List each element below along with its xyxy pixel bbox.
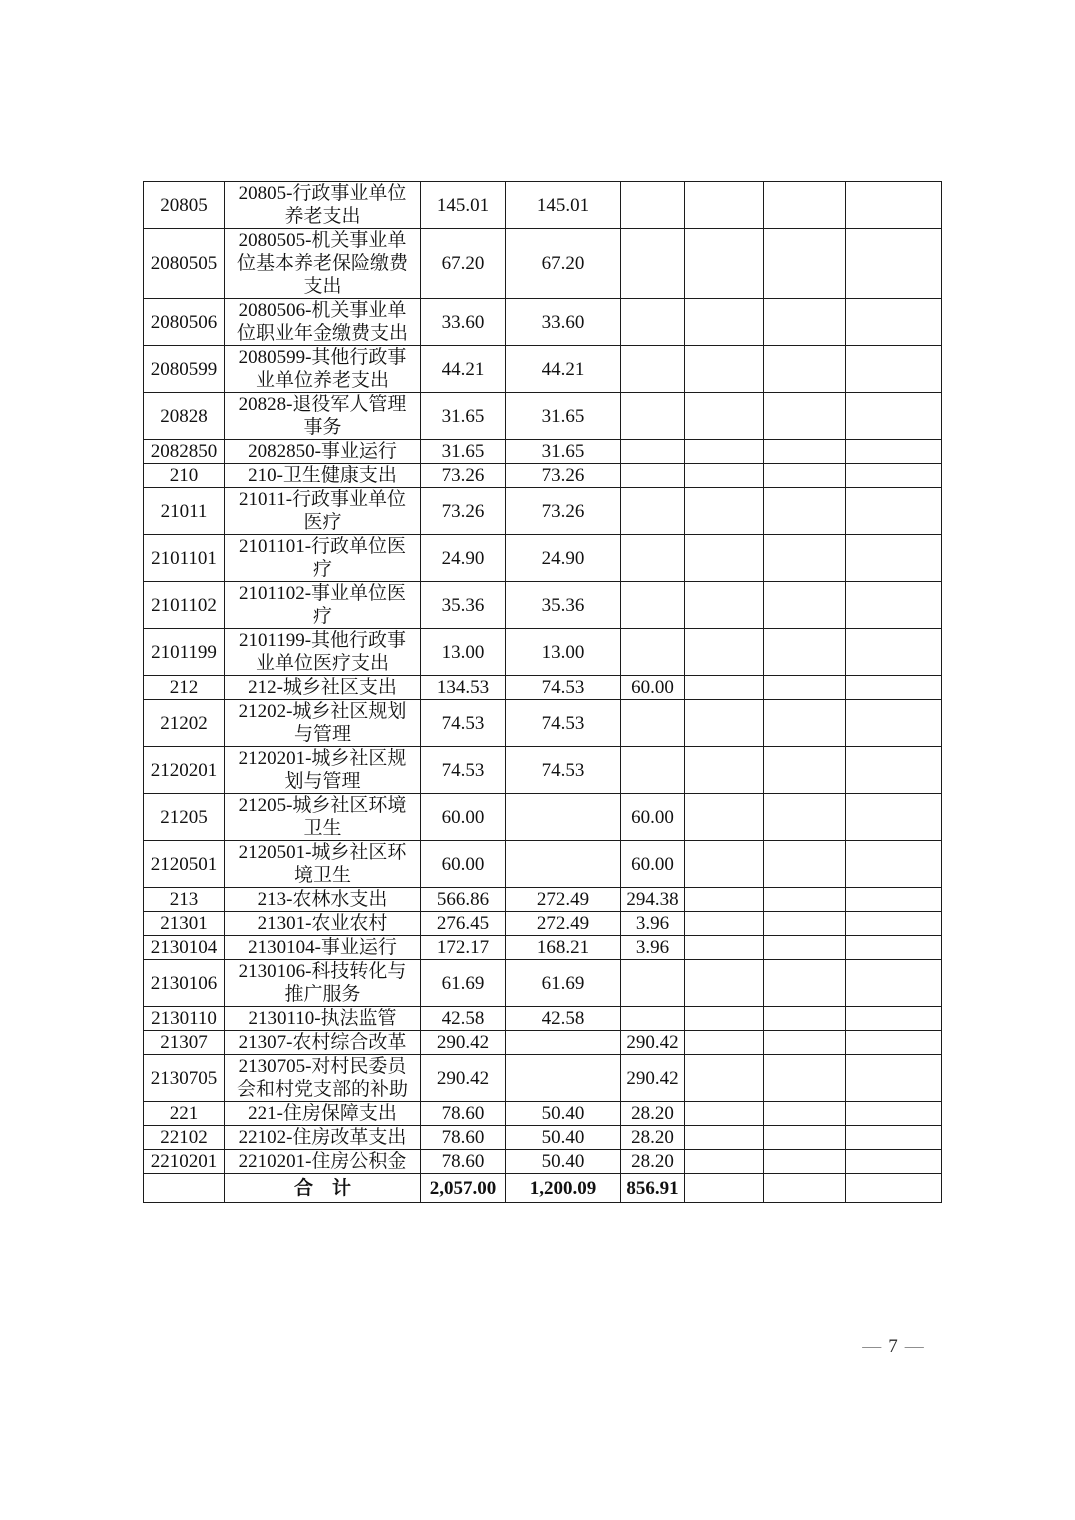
- empty-cell: [846, 700, 942, 747]
- value-cell-total: 61.69: [421, 960, 506, 1007]
- empty-cell: [846, 1102, 942, 1126]
- value-cell-b: [621, 440, 685, 464]
- value-cell-a: 74.53: [506, 747, 621, 794]
- empty-cell: [764, 629, 846, 676]
- name-cell: 21202-城乡社区规划与管理: [225, 700, 421, 747]
- code-cell: 2130705: [144, 1055, 225, 1102]
- empty-cell: [846, 464, 942, 488]
- value-cell-total: 42.58: [421, 1007, 506, 1031]
- empty-cell: [846, 676, 942, 700]
- empty-cell: [764, 582, 846, 629]
- code-cell: 20828: [144, 393, 225, 440]
- value-cell-total: 2,057.00: [421, 1174, 506, 1203]
- name-cell: 21307-农村综合改革: [225, 1031, 421, 1055]
- table-row: [144, 1126, 942, 1150]
- value-cell-a: 50.40: [506, 1102, 621, 1126]
- name-cell: 2101102-事业单位医疗: [225, 582, 421, 629]
- value-cell-b: [621, 582, 685, 629]
- empty-cell: [846, 440, 942, 464]
- table-row: [144, 229, 942, 299]
- table-row: [144, 488, 942, 535]
- empty-cell: [685, 1102, 764, 1126]
- value-cell-total: 78.60: [421, 1102, 506, 1126]
- page-footer: [840, 1336, 946, 1358]
- name-cell: 2120501-城乡社区环境卫生: [225, 841, 421, 888]
- table-row: [144, 747, 942, 794]
- value-cell-total: 74.53: [421, 747, 506, 794]
- name-cell: 20828-退役军人管理事务: [225, 393, 421, 440]
- value-cell-b: 28.20: [621, 1102, 685, 1126]
- table-row: [144, 841, 942, 888]
- value-cell-a: 73.26: [506, 488, 621, 535]
- empty-cell: [846, 488, 942, 535]
- empty-cell: [846, 299, 942, 346]
- code-cell: 2080505: [144, 229, 225, 299]
- empty-cell: [685, 888, 764, 912]
- table-row: [144, 912, 942, 936]
- value-cell-total: 566.86: [421, 888, 506, 912]
- value-cell-a: 50.40: [506, 1126, 621, 1150]
- table-row: [144, 182, 942, 229]
- value-cell-b: [621, 535, 685, 582]
- empty-cell: [764, 1007, 846, 1031]
- name-cell: 221-住房保障支出: [225, 1102, 421, 1126]
- empty-cell: [764, 888, 846, 912]
- empty-cell: [764, 1102, 846, 1126]
- empty-cell: [685, 1031, 764, 1055]
- empty-cell: [764, 1126, 846, 1150]
- empty-cell: [685, 1150, 764, 1174]
- empty-cell: [764, 747, 846, 794]
- empty-cell: [846, 960, 942, 1007]
- code-cell: 2210201: [144, 1150, 225, 1174]
- value-cell-a: 74.53: [506, 700, 621, 747]
- value-cell-b: 60.00: [621, 676, 685, 700]
- name-cell: 2080506-机关事业单位职业年金缴费支出: [225, 299, 421, 346]
- name-cell: 2130104-事业运行: [225, 936, 421, 960]
- empty-cell: [764, 676, 846, 700]
- empty-cell: [685, 629, 764, 676]
- code-cell: 2130104: [144, 936, 225, 960]
- value-cell-total: 60.00: [421, 794, 506, 841]
- code-cell: 22102: [144, 1126, 225, 1150]
- value-cell-b: [621, 393, 685, 440]
- value-cell-a: [506, 841, 621, 888]
- value-cell-total: 31.65: [421, 393, 506, 440]
- value-cell-total: 67.20: [421, 229, 506, 299]
- code-cell: 2101101: [144, 535, 225, 582]
- value-cell-a: 272.49: [506, 888, 621, 912]
- empty-cell: [764, 794, 846, 841]
- value-cell-b: 290.42: [621, 1055, 685, 1102]
- empty-cell: [846, 346, 942, 393]
- empty-cell: [685, 747, 764, 794]
- table-total-row: [144, 1174, 942, 1203]
- table-row: [144, 1007, 942, 1031]
- value-cell-total: 44.21: [421, 346, 506, 393]
- value-cell-total: 60.00: [421, 841, 506, 888]
- page-number: 7: [888, 1336, 898, 1357]
- empty-cell: [764, 488, 846, 535]
- value-cell-b: [621, 299, 685, 346]
- value-cell-total: 145.01: [421, 182, 506, 229]
- table-row: [144, 299, 942, 346]
- empty-cell: [764, 960, 846, 1007]
- code-cell: 2101102: [144, 582, 225, 629]
- name-cell: 210-卫生健康支出: [225, 464, 421, 488]
- value-cell-a: 31.65: [506, 440, 621, 464]
- table-row: [144, 629, 942, 676]
- value-cell-b: 294.38: [621, 888, 685, 912]
- name-cell: 2130705-对村民委员会和村党支部的补助: [225, 1055, 421, 1102]
- name-cell: 2130106-科技转化与推广服务: [225, 960, 421, 1007]
- code-cell: 2101199: [144, 629, 225, 676]
- value-cell-total: 276.45: [421, 912, 506, 936]
- empty-cell: [685, 393, 764, 440]
- name-cell: 2130110-执法监管: [225, 1007, 421, 1031]
- code-cell: 21011: [144, 488, 225, 535]
- code-cell: 21202: [144, 700, 225, 747]
- empty-cell: [685, 960, 764, 1007]
- empty-cell: [764, 936, 846, 960]
- empty-cell: [764, 700, 846, 747]
- code-cell: 2120501: [144, 841, 225, 888]
- value-cell-a: 67.20: [506, 229, 621, 299]
- value-cell-b: [621, 346, 685, 393]
- name-cell: 2210201-住房公积金: [225, 1150, 421, 1174]
- empty-cell: [764, 535, 846, 582]
- code-cell: 2080506: [144, 299, 225, 346]
- empty-cell: [685, 440, 764, 464]
- name-cell: 2101199-其他行政事业单位医疗支出: [225, 629, 421, 676]
- empty-cell: [685, 182, 764, 229]
- name-cell: 21205-城乡社区环境卫生: [225, 794, 421, 841]
- empty-cell: [764, 912, 846, 936]
- table-row: [144, 1055, 942, 1102]
- name-cell: 213-农林水支出: [225, 888, 421, 912]
- value-cell-a: [506, 794, 621, 841]
- empty-cell: [846, 1007, 942, 1031]
- value-cell-a: 44.21: [506, 346, 621, 393]
- value-cell-total: 33.60: [421, 299, 506, 346]
- empty-cell: [764, 1174, 846, 1203]
- table-row: [144, 676, 942, 700]
- table-row: [144, 960, 942, 1007]
- value-cell-a: 42.58: [506, 1007, 621, 1031]
- footer-right-dash: —: [904, 1336, 924, 1357]
- empty-cell: [764, 1150, 846, 1174]
- value-cell-b: 60.00: [621, 841, 685, 888]
- empty-cell: [685, 229, 764, 299]
- budget-table-body: [144, 182, 942, 1203]
- value-cell-b: 3.96: [621, 936, 685, 960]
- value-cell-b: 856.91: [621, 1174, 685, 1203]
- empty-cell: [846, 1150, 942, 1174]
- table-row: [144, 464, 942, 488]
- value-cell-b: [621, 1007, 685, 1031]
- code-cell: 213: [144, 888, 225, 912]
- name-cell: 20805-行政事业单位养老支出: [225, 182, 421, 229]
- code-cell: 212: [144, 676, 225, 700]
- empty-cell: [764, 440, 846, 464]
- empty-cell: [846, 888, 942, 912]
- table-row: [144, 582, 942, 629]
- empty-cell: [764, 182, 846, 229]
- code-cell: 2120201: [144, 747, 225, 794]
- code-cell: 210: [144, 464, 225, 488]
- code-cell: 2130106: [144, 960, 225, 1007]
- table-row: [144, 936, 942, 960]
- value-cell-b: 3.96: [621, 912, 685, 936]
- empty-cell: [846, 629, 942, 676]
- name-cell: 2101101-行政单位医疗: [225, 535, 421, 582]
- name-cell: 合 计: [225, 1174, 421, 1203]
- empty-cell: [846, 794, 942, 841]
- table-row: [144, 1031, 942, 1055]
- value-cell-a: 35.36: [506, 582, 621, 629]
- value-cell-b: [621, 700, 685, 747]
- value-cell-b: 290.42: [621, 1031, 685, 1055]
- value-cell-total: 172.17: [421, 936, 506, 960]
- value-cell-b: [621, 182, 685, 229]
- empty-cell: [764, 299, 846, 346]
- value-cell-total: 13.00: [421, 629, 506, 676]
- table-row: [144, 1102, 942, 1126]
- value-cell-total: 73.26: [421, 464, 506, 488]
- table-row: [144, 535, 942, 582]
- code-cell: 2080599: [144, 346, 225, 393]
- empty-cell: [764, 229, 846, 299]
- value-cell-total: 134.53: [421, 676, 506, 700]
- value-cell-a: 73.26: [506, 464, 621, 488]
- budget-table: [143, 181, 942, 1203]
- value-cell-a: 33.60: [506, 299, 621, 346]
- value-cell-b: 28.20: [621, 1150, 685, 1174]
- empty-cell: [685, 464, 764, 488]
- table-row: [144, 794, 942, 841]
- value-cell-a: 50.40: [506, 1150, 621, 1174]
- empty-cell: [764, 393, 846, 440]
- name-cell: 2080599-其他行政事业单位养老支出: [225, 346, 421, 393]
- empty-cell: [846, 229, 942, 299]
- empty-cell: [685, 936, 764, 960]
- value-cell-b: [621, 229, 685, 299]
- table-row: [144, 888, 942, 912]
- empty-cell: [846, 1031, 942, 1055]
- empty-cell: [685, 841, 764, 888]
- name-cell: 2082850-事业运行: [225, 440, 421, 464]
- name-cell: 21011-行政事业单位医疗: [225, 488, 421, 535]
- value-cell-a: 272.49: [506, 912, 621, 936]
- empty-cell: [846, 1126, 942, 1150]
- value-cell-a: 24.90: [506, 535, 621, 582]
- value-cell-total: 73.26: [421, 488, 506, 535]
- name-cell: 2120201-城乡社区规划与管理: [225, 747, 421, 794]
- value-cell-b: 60.00: [621, 794, 685, 841]
- empty-cell: [764, 841, 846, 888]
- empty-cell: [685, 1126, 764, 1150]
- table-row: [144, 393, 942, 440]
- value-cell-total: 74.53: [421, 700, 506, 747]
- value-cell-a: [506, 1055, 621, 1102]
- value-cell-a: 61.69: [506, 960, 621, 1007]
- value-cell-a: 31.65: [506, 393, 621, 440]
- code-cell: [144, 1174, 225, 1203]
- name-cell: 21301-农业农村: [225, 912, 421, 936]
- value-cell-a: [506, 1031, 621, 1055]
- empty-cell: [846, 1055, 942, 1102]
- name-cell: 22102-住房改革支出: [225, 1126, 421, 1150]
- code-cell: 21205: [144, 794, 225, 841]
- empty-cell: [764, 1031, 846, 1055]
- code-cell: 221: [144, 1102, 225, 1126]
- empty-cell: [846, 182, 942, 229]
- code-cell: 21301: [144, 912, 225, 936]
- empty-cell: [685, 676, 764, 700]
- empty-cell: [846, 912, 942, 936]
- value-cell-total: 78.60: [421, 1126, 506, 1150]
- code-cell: 2082850: [144, 440, 225, 464]
- empty-cell: [846, 582, 942, 629]
- footer-left-dash: —: [862, 1336, 882, 1357]
- empty-cell: [685, 582, 764, 629]
- table-row: [144, 1150, 942, 1174]
- table-row: [144, 346, 942, 393]
- code-cell: 20805: [144, 182, 225, 229]
- code-cell: 2130110: [144, 1007, 225, 1031]
- value-cell-a: 1,200.09: [506, 1174, 621, 1203]
- value-cell-b: [621, 747, 685, 794]
- empty-cell: [846, 535, 942, 582]
- name-cell: 212-城乡社区支出: [225, 676, 421, 700]
- empty-cell: [685, 346, 764, 393]
- empty-cell: [685, 299, 764, 346]
- value-cell-total: 31.65: [421, 440, 506, 464]
- empty-cell: [846, 747, 942, 794]
- value-cell-a: 13.00: [506, 629, 621, 676]
- table-row: [144, 440, 942, 464]
- value-cell-b: [621, 629, 685, 676]
- value-cell-total: 24.90: [421, 535, 506, 582]
- empty-cell: [685, 912, 764, 936]
- code-cell: 21307: [144, 1031, 225, 1055]
- empty-cell: [685, 1055, 764, 1102]
- value-cell-b: [621, 960, 685, 1007]
- empty-cell: [685, 535, 764, 582]
- empty-cell: [685, 794, 764, 841]
- empty-cell: [685, 488, 764, 535]
- value-cell-total: 290.42: [421, 1031, 506, 1055]
- empty-cell: [846, 936, 942, 960]
- value-cell-a: 168.21: [506, 936, 621, 960]
- name-cell: 2080505-机关事业单位基本养老保险缴费支出: [225, 229, 421, 299]
- empty-cell: [685, 1007, 764, 1031]
- empty-cell: [846, 1174, 942, 1203]
- empty-cell: [764, 464, 846, 488]
- empty-cell: [764, 1055, 846, 1102]
- empty-cell: [685, 700, 764, 747]
- empty-cell: [764, 346, 846, 393]
- value-cell-total: 35.36: [421, 582, 506, 629]
- value-cell-b: [621, 464, 685, 488]
- empty-cell: [685, 1174, 764, 1203]
- value-cell-b: 28.20: [621, 1126, 685, 1150]
- value-cell-total: 78.60: [421, 1150, 506, 1174]
- table-row: [144, 700, 942, 747]
- empty-cell: [846, 393, 942, 440]
- value-cell-a: 74.53: [506, 676, 621, 700]
- value-cell-a: 145.01: [506, 182, 621, 229]
- value-cell-b: [621, 488, 685, 535]
- empty-cell: [846, 841, 942, 888]
- value-cell-total: 290.42: [421, 1055, 506, 1102]
